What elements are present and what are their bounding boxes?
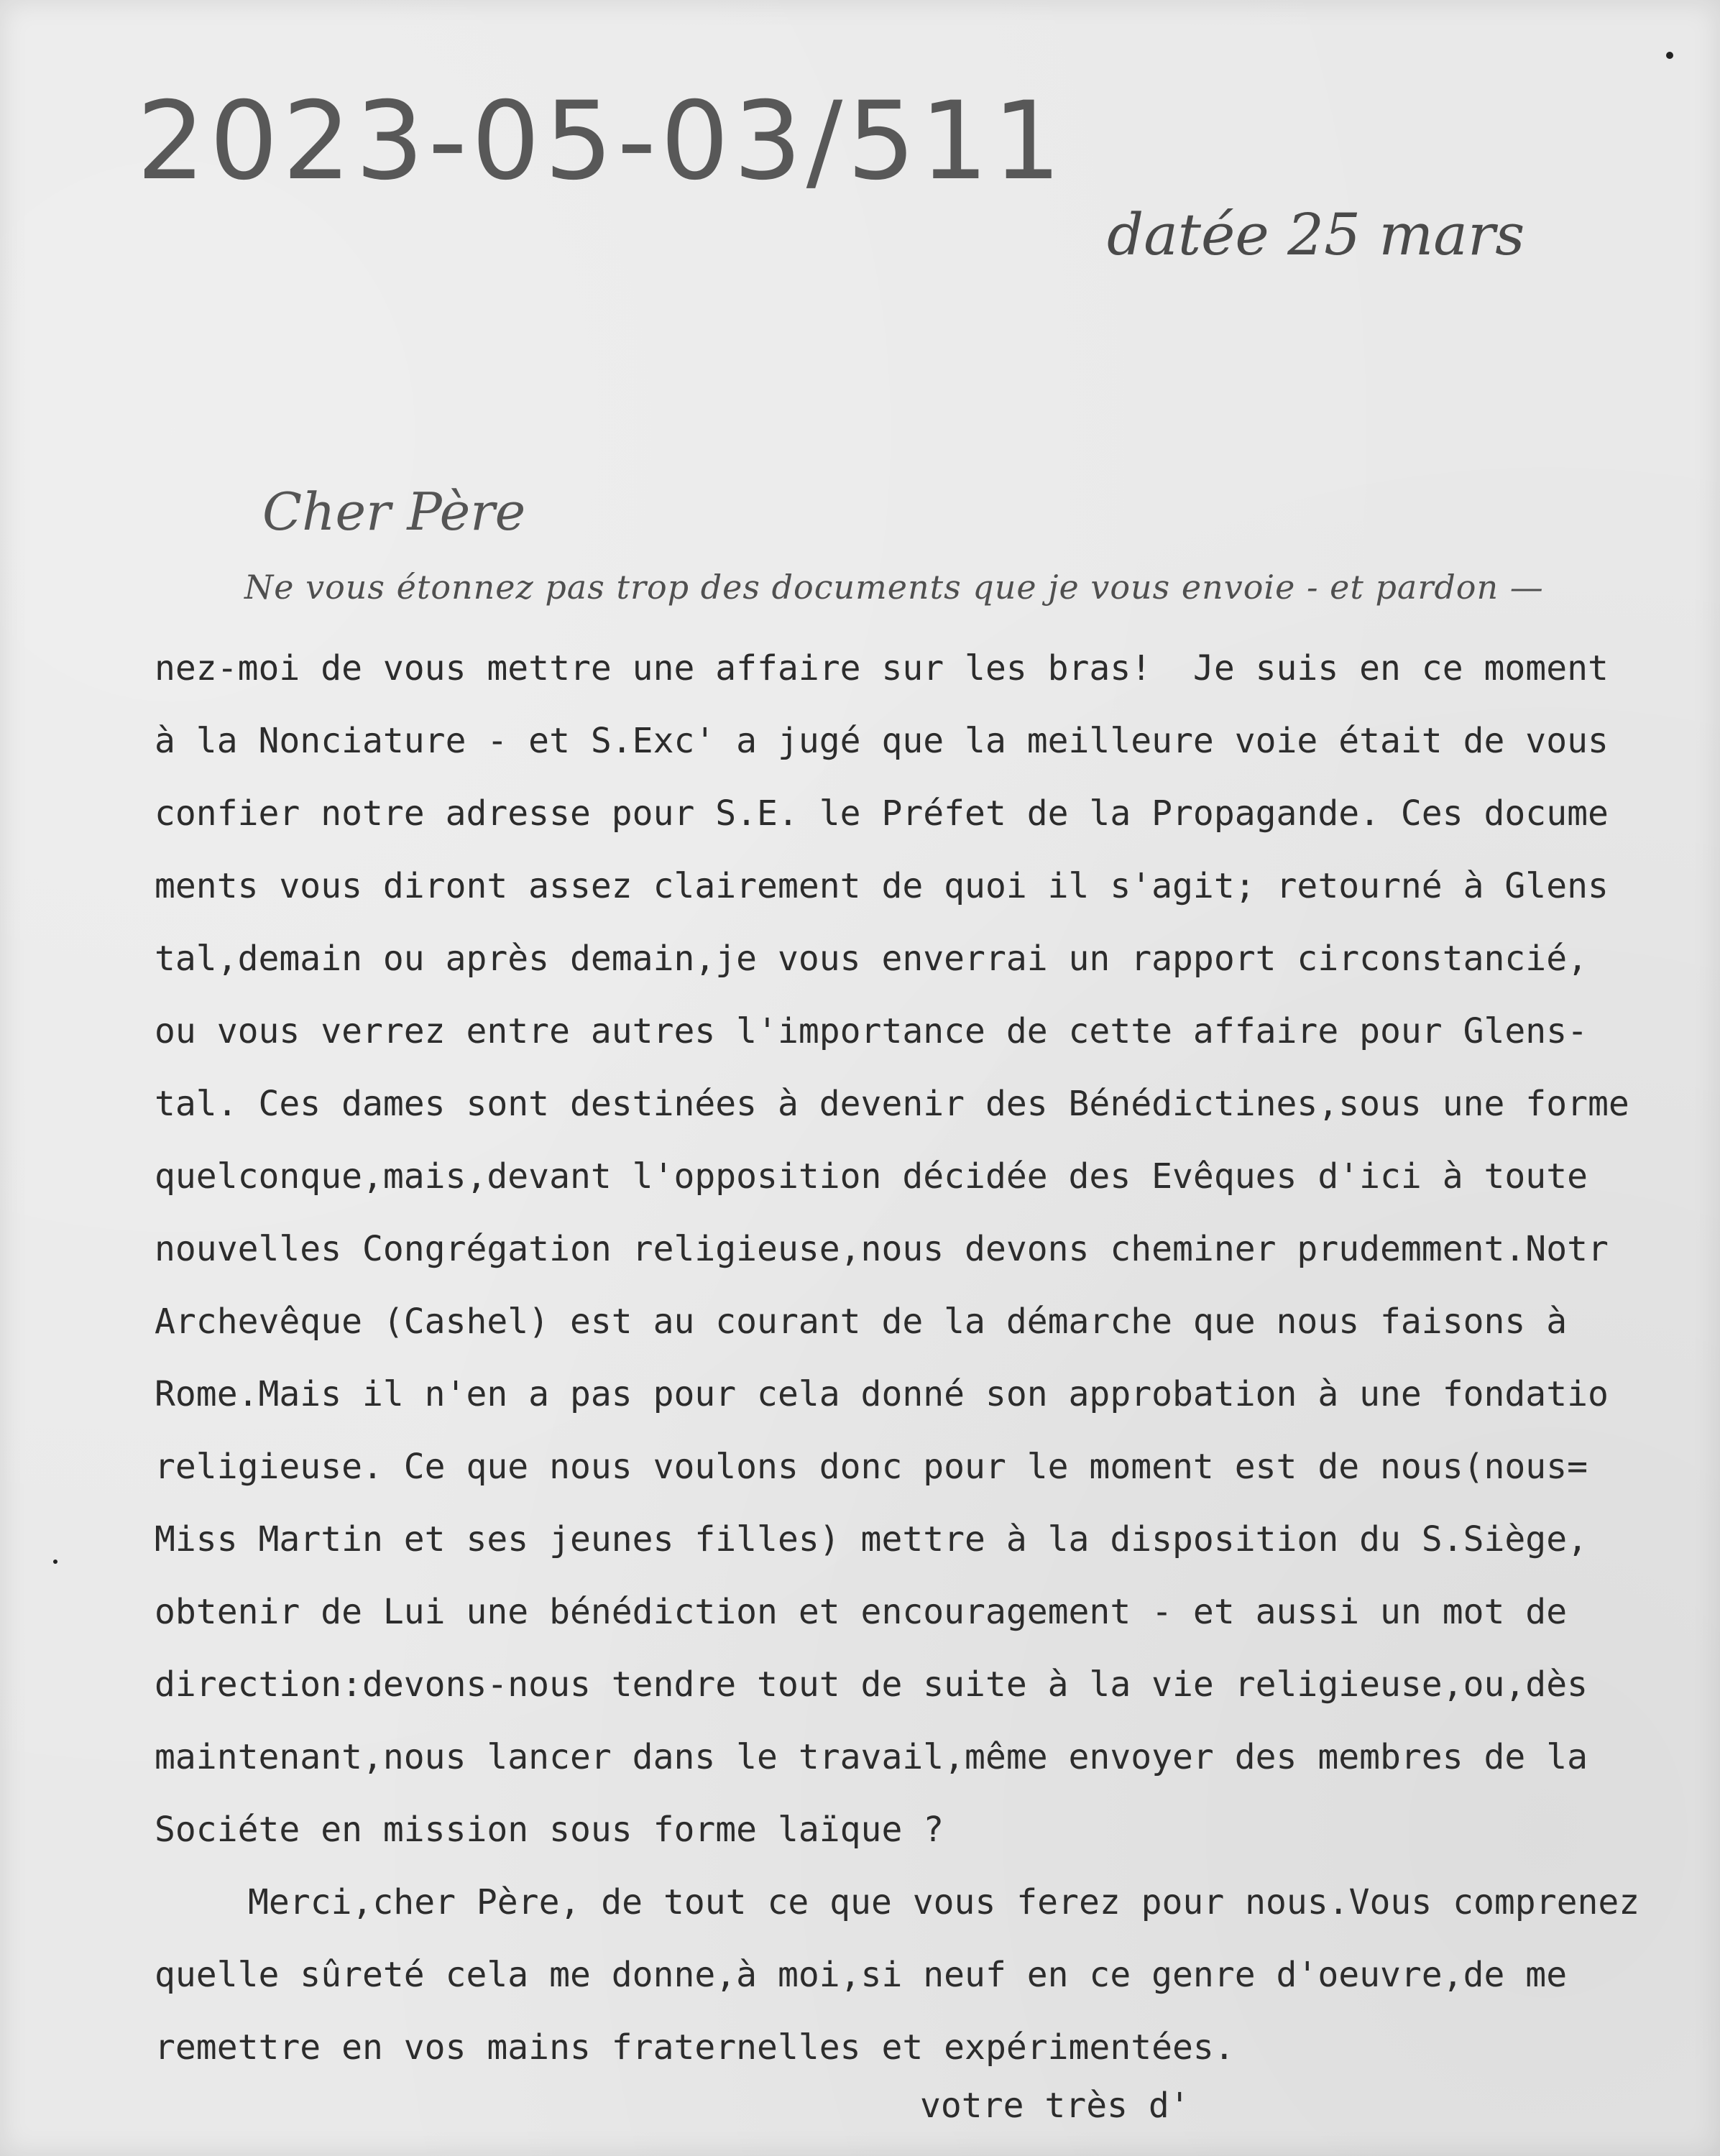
- typed-line: Sociéte en mission sous forme laïque ?: [155, 1810, 944, 1850]
- typed-line: nez-moi de vous mettre une affaire sur les bras! Je suis en ce moment: [155, 648, 1609, 688]
- typed-line: quelconque,mais,devant l'opposition décidée des Evêques d'ici à toute: [155, 1156, 1588, 1197]
- typed-signoff: votre très d': [920, 2086, 1190, 2126]
- typed-line: remettre en vos mains fraternelles et expérimentées.: [155, 2027, 1235, 2068]
- typed-line: religieuse. Ce que nous voulons donc pour le moment est de nous(nous=: [155, 1447, 1588, 1487]
- ink-speck: [53, 1560, 58, 1564]
- typed-line: quelle sûreté cela me donne,à moi,si neuf en ce genre d'oeuvre,de me: [155, 1955, 1568, 1995]
- typed-line: Archevêque (Cashel) est au courant de la démarche que nous faisons à: [155, 1302, 1568, 1342]
- typed-line: à la Nonciature - et S.Exc' a jugé que la meilleure voie était de vous: [155, 721, 1609, 761]
- ink-speck: [1666, 52, 1673, 59]
- typed-line: ments vous diront assez clairement de quoi il s'agit; retourné à Glens: [155, 866, 1609, 906]
- archive-reference-number: 2023-05-03/511: [137, 79, 1066, 204]
- typed-line: Merci,cher Père, de tout ce que vous ferez pour nous.Vous comprenez: [248, 1882, 1640, 1922]
- typed-line: obtenir de Lui une bénédiction et encouragement - et aussi un mot de: [155, 1592, 1568, 1632]
- handwritten-opening-line: Ne vous étonnez pas trop des documents que je vous envoie - et pardon —: [244, 568, 1544, 607]
- typed-line: confier notre adresse pour S.E. le Préfet de la Propagande. Ces docume: [155, 793, 1609, 834]
- typed-line: direction:devons-nous tendre tout de suite à la vie religieuse,ou,dès: [155, 1664, 1588, 1705]
- handwritten-salutation: Cher Père: [262, 482, 526, 542]
- typed-line: tal,demain ou après demain,je vous enverrai un rapport circonstancié,: [155, 939, 1588, 979]
- typed-line: maintenant,nous lancer dans le travail,même envoyer des membres de la: [155, 1737, 1588, 1777]
- typed-line: tal. Ces dames sont destinées à devenir des Bénédictines,sous une forme: [155, 1084, 1629, 1124]
- typed-line: Rome.Mais il n'en a pas pour cela donné son approbation à une fondatio: [155, 1374, 1609, 1414]
- typed-line: Miss Martin et ses jeunes filles) mettre à la disposition du S.Siège,: [155, 1519, 1588, 1560]
- typed-line: nouvelles Congrégation religieuse,nous devons cheminer prudemment.Notr: [155, 1229, 1609, 1269]
- handwritten-date-note: datée 25 mars: [1107, 201, 1525, 268]
- typed-line: ou vous verrez entre autres l'importance de cette affaire pour Glens-: [155, 1011, 1588, 1051]
- typed-letter-body: [155, 632, 1685, 2127]
